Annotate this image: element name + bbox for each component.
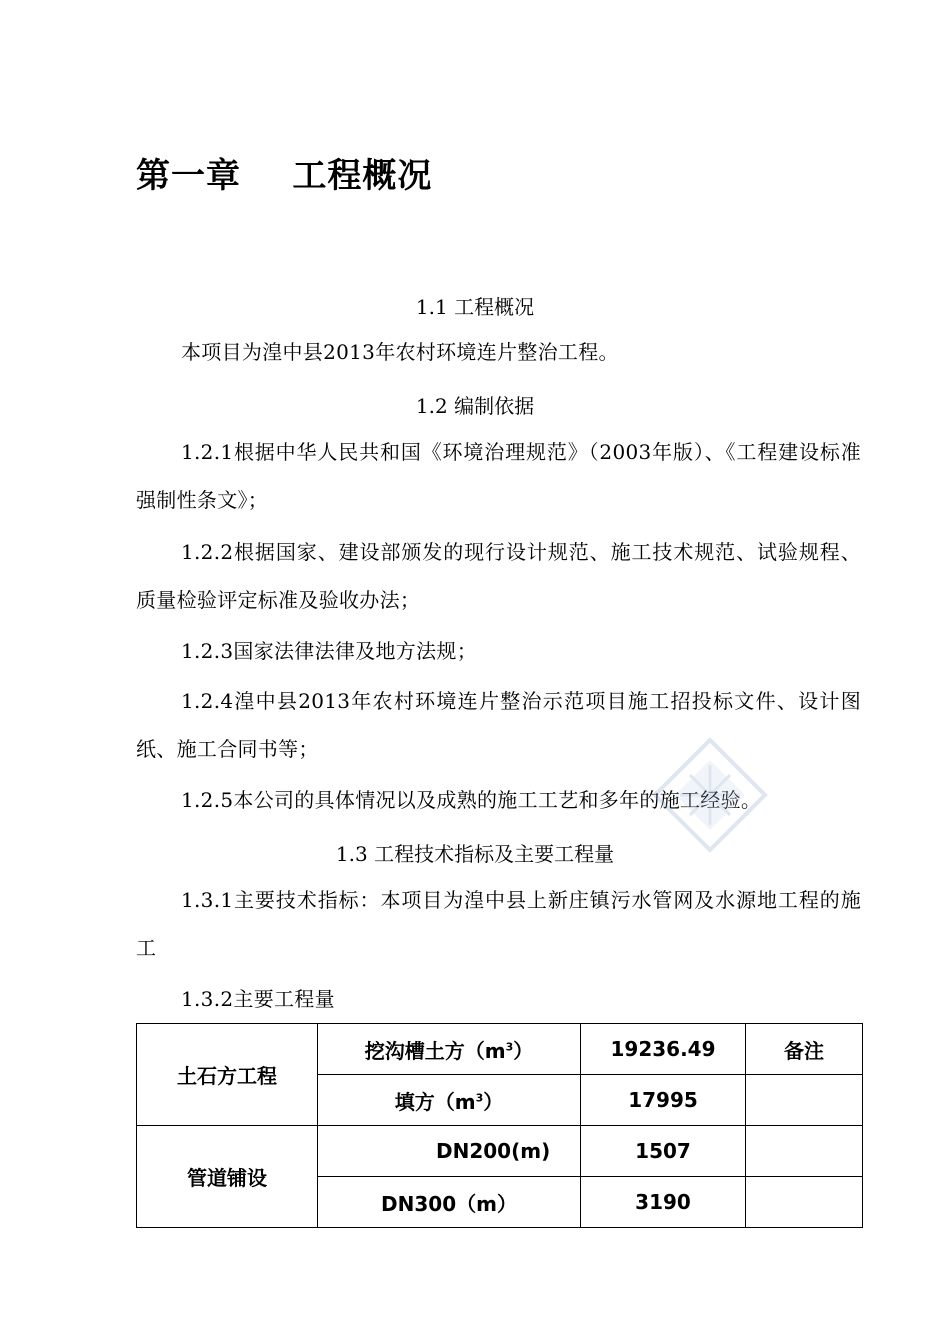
table-note-cell [746, 1126, 863, 1177]
table-group-pipe-laying: 管道铺设 [137, 1126, 318, 1228]
section-heading-1-2: 1.2 编制依据 [415, 394, 535, 418]
paragraph-basis-4: 1.2.4湟中县2013年农村环境连片整治示范项目施工招投标文件、设计图纸、施工合同书等； [136, 689, 861, 761]
table-value-cell: 1507 [581, 1126, 746, 1177]
table-item-cell: DN300（m） [318, 1177, 581, 1228]
paragraph-basis-5: 1.2.5本公司的具体情况以及成熟的施工工艺和多年的施工经验。 [181, 788, 762, 812]
table-item-cell: 挖沟槽土方$(m^3)$ [318, 1024, 581, 1075]
table-note-cell: 备注 [746, 1024, 863, 1075]
table-value-cell: 19236.49 [581, 1024, 746, 1075]
section-heading-1-3: 1.3 工程技术指标及主要工程量 [335, 842, 615, 866]
table-note-cell [746, 1075, 863, 1126]
table-value-cell: 17995 [581, 1075, 746, 1126]
paragraph-project-intro: 本项目为湟中县2013年农村环境连片整治工程。 [181, 340, 619, 364]
table-value-cell: 3190 [581, 1177, 746, 1228]
paragraph-basis-2: 1.2.2根据国家、建设部颁发的现行设计规范、施工技术规范、试验规程、质量检验评定标准及验收办法； [136, 540, 861, 612]
table-group-earthwork: 土石方工程 [137, 1024, 318, 1126]
watermark-logo-icon [650, 735, 770, 855]
table-row [137, 1024, 863, 1075]
table-item-cell: 填方$(m^3)$ [318, 1075, 581, 1126]
section-heading-1-1: 1.1 工程概况 [415, 295, 535, 319]
paragraph-tech-indicator: 1.3.1主要技术指标：本项目为湟中县上新庄镇污水管网及水源地工程的施工 [136, 888, 861, 960]
table-note-cell [746, 1177, 863, 1228]
paragraph-basis-3: 1.2.3国家法律法律及地方法规； [181, 639, 477, 663]
quantity-table [136, 1023, 863, 1228]
chapter-title: 第一章 工程概况 [136, 156, 433, 196]
table-row [137, 1126, 863, 1177]
table-item-cell: DN200(m) [318, 1126, 581, 1177]
paragraph-quantity-heading: 1.3.2主要工程量 [181, 987, 335, 1011]
paragraph-basis-1: 1.2.1根据中华人民共和国《环境治理规范》（2003年版）、《工程建设标准强制性条文》； [136, 440, 861, 512]
